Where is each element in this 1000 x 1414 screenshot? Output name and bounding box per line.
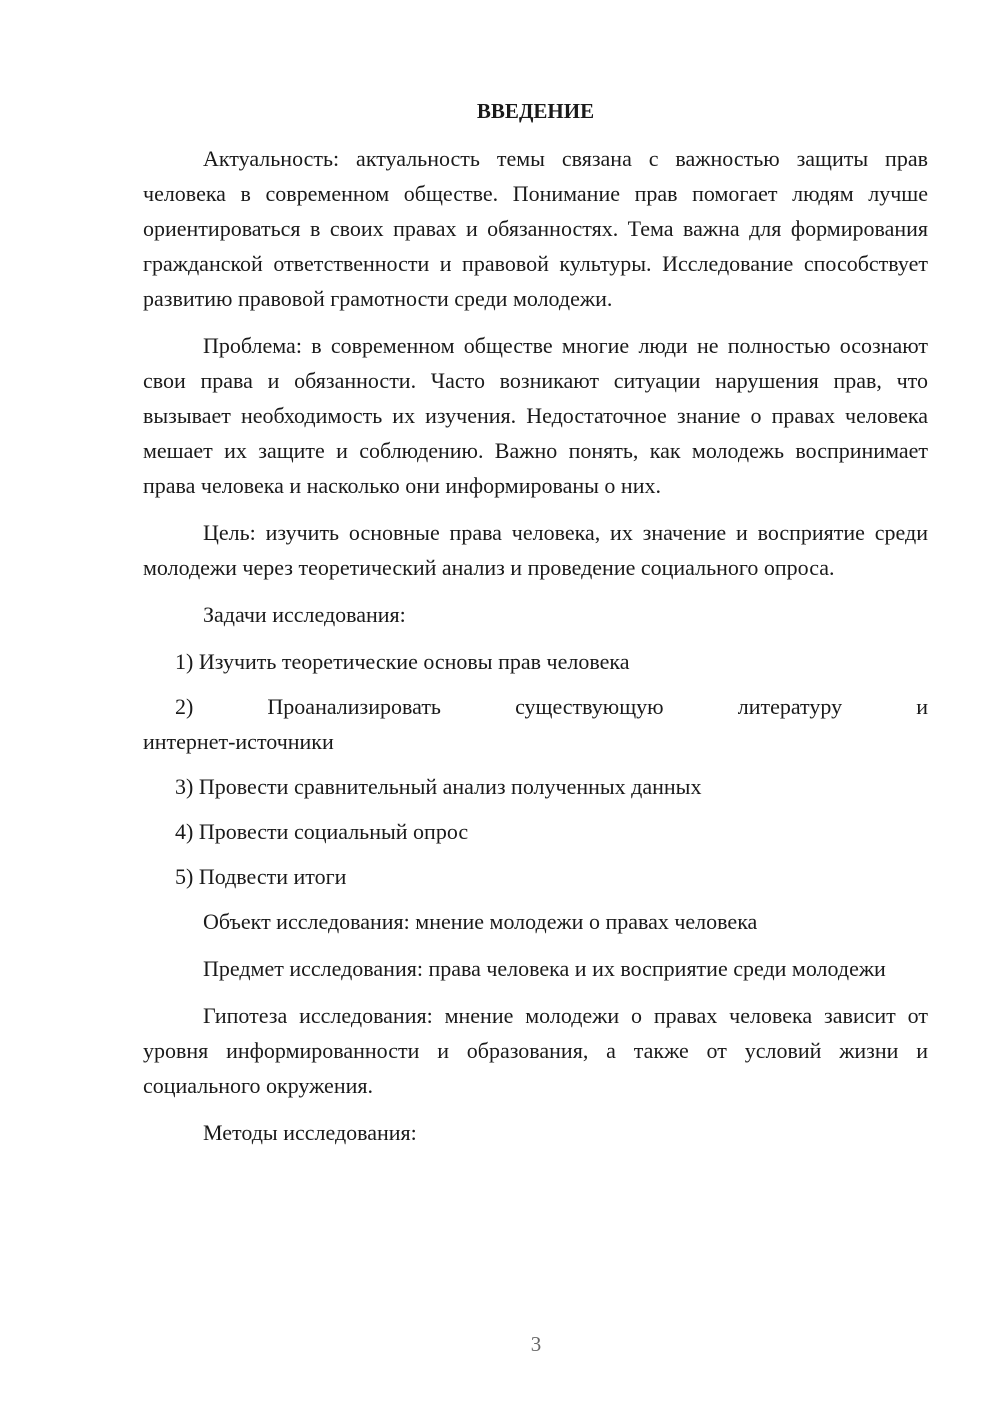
- task-item-2-word: существующую: [515, 694, 664, 719]
- task-item-2-word: и: [916, 694, 928, 719]
- problem-paragraph: Проблема: в современном обществе многие люди не полностью осознают свои права и обязанности. Часто возникают ситуации нарушения прав, что вызывает необходимость их изучения. Недостаточное знание о правах человека мешает их защите и соблюдению. Важно понять, как молодежь воспринимает права человека и насколько они информированы о них.: [143, 333, 928, 498]
- task-item-2-first-line: [143, 689, 928, 724]
- task-item-2-word: 2): [175, 694, 194, 719]
- task-item-2-word: литературу: [737, 694, 843, 719]
- task-item-2-word: Проанализировать: [267, 694, 441, 719]
- tasks-heading: Задачи исследования:: [203, 602, 406, 627]
- research-object: Объект исследования: мнение молодежи о правах человека: [203, 909, 758, 934]
- task-item-4: 4) Провести социальный опрос: [175, 819, 469, 844]
- page-content: [143, 95, 928, 1162]
- task-item-5: 5) Подвести итоги: [175, 864, 347, 889]
- task-item-1: 1) Изучить теоретические основы прав человека: [175, 649, 630, 674]
- task-item-2-continuation: интернет-источники: [143, 729, 334, 754]
- research-subject: Предмет исследования: права человека и их восприятие среди молодежи: [203, 956, 886, 981]
- task-item-2: [143, 689, 928, 759]
- research-hypothesis: Гипотеза исследования: мнение молодежи о правах человека зависит от уровня информированности и образования, а также от условий жизни и социального окружения.: [143, 1003, 928, 1098]
- research-methods-heading: Методы исследования:: [203, 1120, 417, 1145]
- relevance-paragraph: Актуальность: актуальность темы связана с важностью защиты прав человека в современном обществе. Понимание прав помогает людям лучше ориентироваться в своих правах и обязанностях. Тема важна для формирования гражданской ответственности и правовой культуры. Исследование способствует развитию правовой грамотности среди молодежи.: [143, 146, 928, 311]
- task-item-3: 3) Провести сравнительный анализ полученных данных: [175, 774, 702, 799]
- goal-paragraph: Цель: изучить основные права человека, их значение и восприятие среди молодежи через теоретический анализ и проведение социального опроса.: [143, 520, 928, 580]
- page-number: 3: [530, 1332, 542, 1356]
- page-title: ВВЕДЕНИЕ: [476, 99, 595, 123]
